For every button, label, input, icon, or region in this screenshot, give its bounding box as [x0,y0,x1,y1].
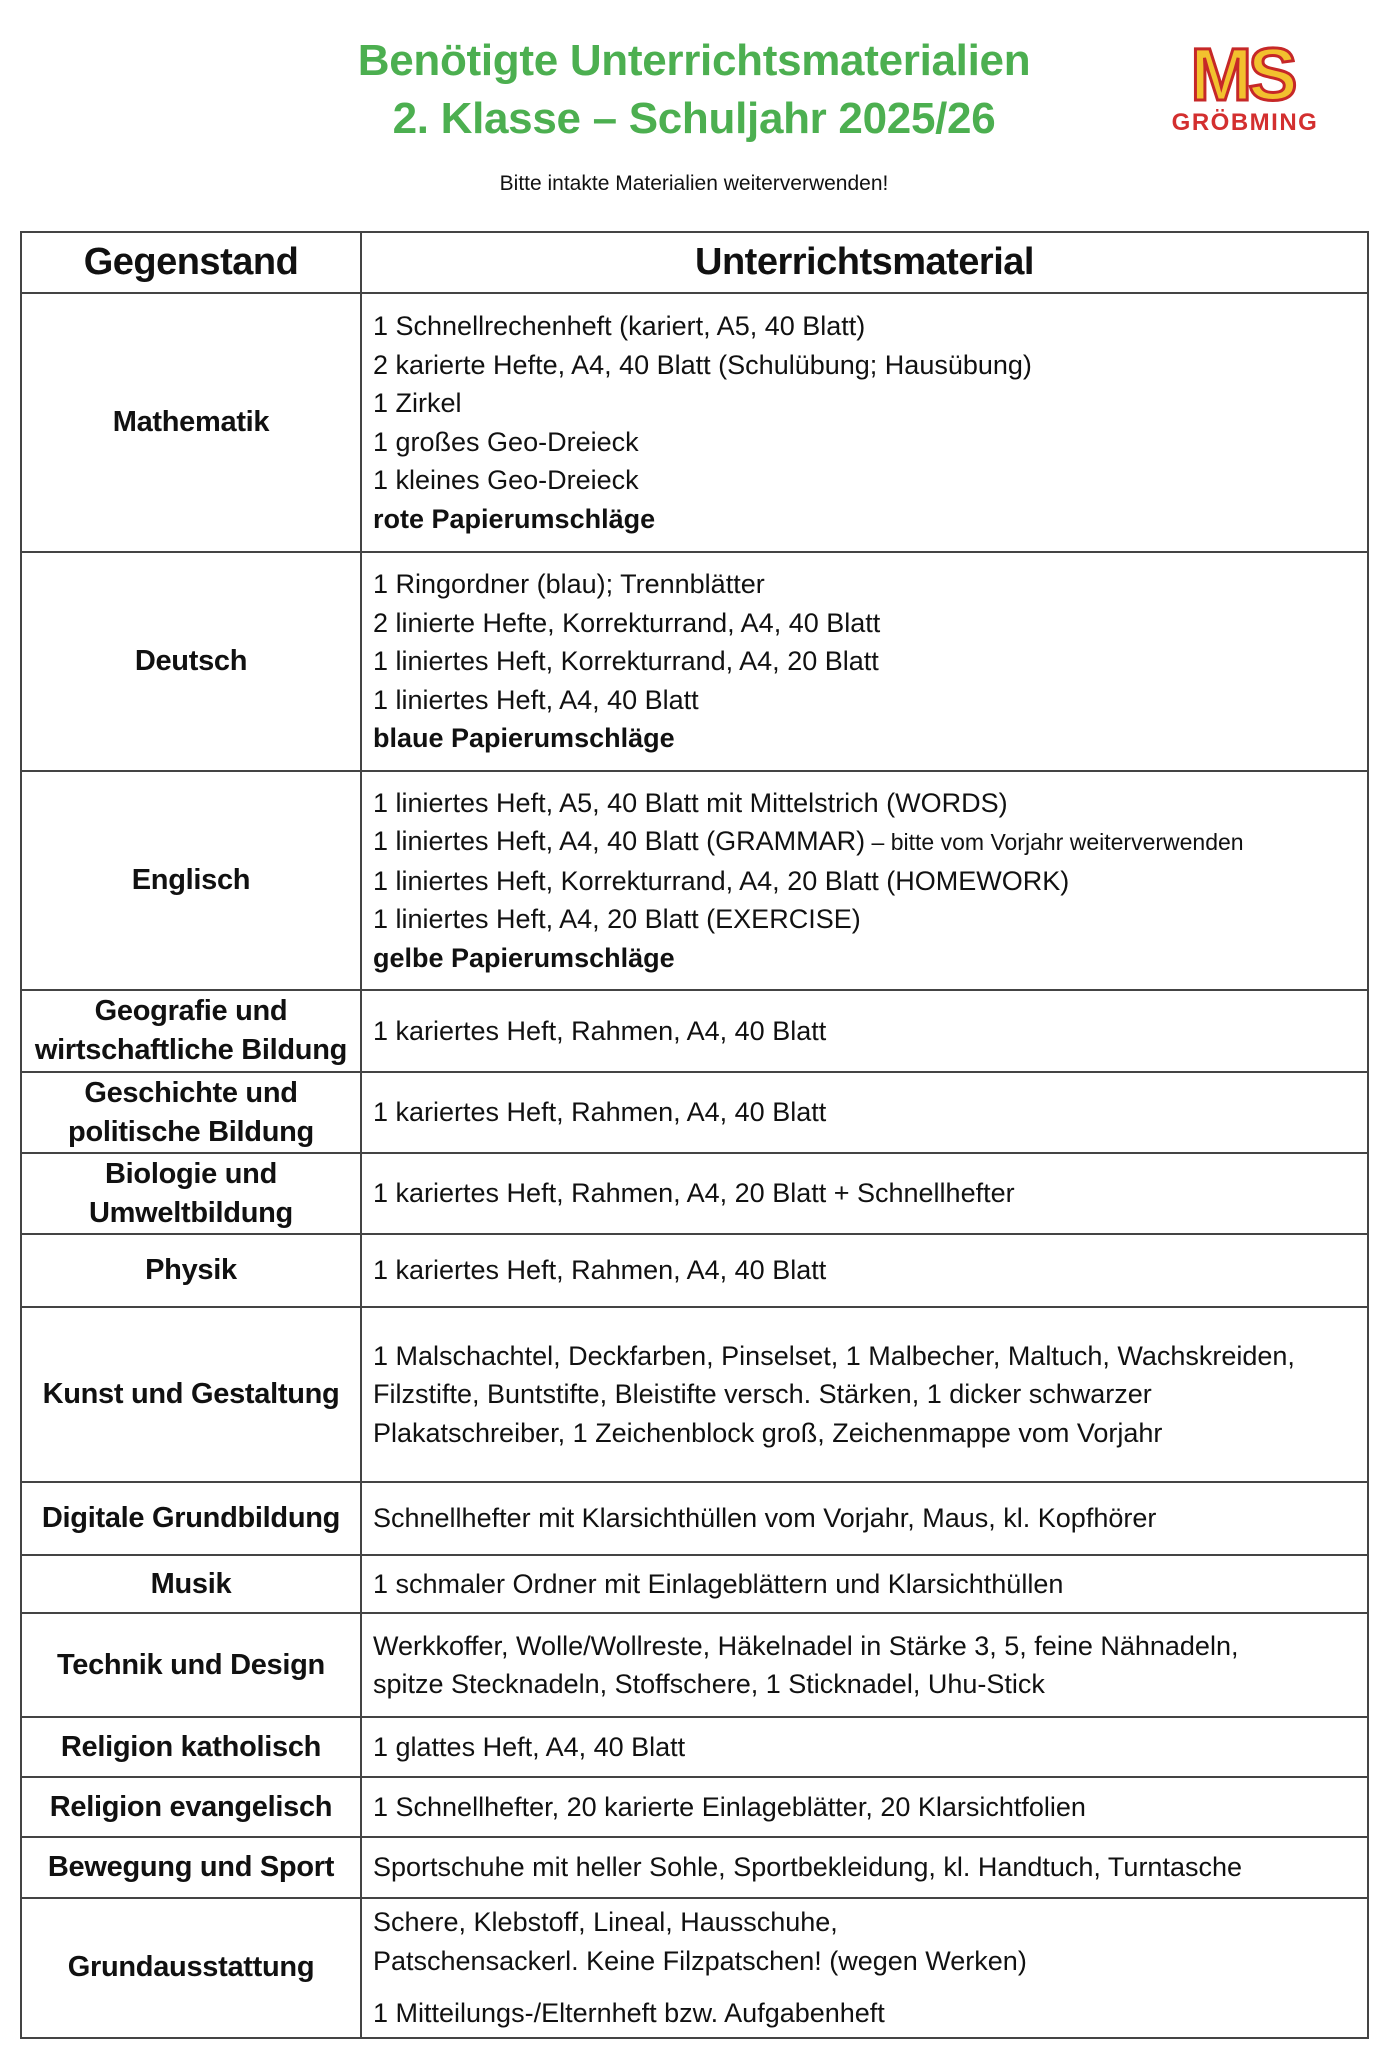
table-header-row [21,232,1368,293]
subject-cell [21,990,361,1072]
subject-cell [21,1153,361,1234]
material-cell: 1 schmaler Ordner mit Einlageblättern und Klarsichthüllen [361,1555,1368,1613]
subject-line: Geografie und [94,995,288,1027]
header-subject: Gegenstand [21,232,361,293]
table-row [21,552,1368,771]
material-cell: Sportschuhe mit heller Sohle, Sportbekleidung, kl. Handtuch, Turntasche [361,1837,1368,1898]
material-line: 1 Malschachtel, Deckfarben, Pinselset, 1 Malbecher, Maltuch, Wachskreiden, [373,1340,1295,1371]
material-line: Schere, Klebstoff, Lineal, Hausschuhe, [373,1907,838,1937]
material-line: 1 kleines Geo-Dreieck [373,465,639,495]
table-row [21,1717,1368,1777]
material-line: 1 liniertes Heft, A4, 20 Blatt (EXERCISE) [373,904,861,935]
material-cell [361,1613,1368,1717]
title-line-1: Benötigte Unterrichtsmaterialien [357,36,1031,85]
material-line: 1 Mitteilungs-/Elternheft bzw. Aufgabenheft [373,1998,885,2028]
material-line: 1 liniertes Heft, Korrekturrand, A4, 20 Blatt (HOMEWORK) [373,865,1070,896]
cover-note: blaue Papierumschläge [373,723,675,754]
cover-note: gelbe Papierumschläge [373,942,675,973]
material-cell [361,293,1368,552]
subject-cell: Bewegung und Sport [21,1837,361,1898]
table-row [21,771,1368,990]
subject-cell: Deutsch [21,552,361,771]
material-cell: 1 kariertes Heft, Rahmen, A4, 20 Blatt + Schnellhefter [361,1153,1368,1234]
table-row [21,1898,1368,2038]
material-cell [361,552,1368,771]
logo-groebming-text: GRÖBMING [1171,109,1319,136]
table-row [21,1777,1368,1837]
material-line: 2 karierte Hefte, A4, 40 Blatt (Schulübung; Hausübung) [373,349,1032,380]
material-cell [361,1307,1368,1482]
material-line: Werkkoffer, Wolle/Wollreste, Häkelnadel in Stärke 3, 5, feine Nähnadeln, [373,1630,1239,1661]
header-material: Unterrichtsmaterial [361,232,1368,293]
logo-ms-text: MS [1190,34,1294,116]
material-line: 1 liniertes Heft, A5, 40 Blatt mit Mittelstrich (WORDS) [373,787,1008,818]
subject-line: wirtschaftliche Bildung [34,1034,348,1066]
material-line [373,822,1357,862]
subject-cell: Religion katholisch [21,1717,361,1777]
reuse-note: – bitte vom Vorjahr weiterverwenden [865,829,1244,856]
material-cell: 1 kariertes Heft, Rahmen, A4, 40 Blatt [361,1234,1368,1307]
title-line-2: 2. Klasse – Schuljahr 2025/26 [392,94,996,143]
table-row [21,1555,1368,1613]
material-cell: Schnellhefter mit Klarsichthüllen vom Vorjahr, Maus, kl. Kopfhörer [361,1482,1368,1555]
material-line: 1 liniertes Heft, A4, 40 Blatt [373,684,699,715]
material-cell [361,1898,1368,2038]
material-cell: 1 kariertes Heft, Rahmen, A4, 40 Blatt [361,1072,1368,1153]
material-line: Filzstifte, Buntstifte, Bleistifte versch. Stärken, 1 dicker schwarzer [373,1379,1152,1410]
subject-line: Umweltbildung [89,1196,293,1229]
table-row [21,293,1368,552]
material-line: 1 liniertes Heft, Korrekturrand, A4, 20 Blatt [373,646,879,677]
subject-cell: Religion evangelisch [21,1777,361,1837]
material-line: spitze Stecknadeln, Stoffschere, 1 Sticknadel, Uhu-Stick [373,1669,1045,1699]
table-row [21,1613,1368,1717]
school-logo [1150,34,1340,138]
material-line: 1 großes Geo-Dreieck [373,426,639,457]
subject-cell: Mathematik [21,293,361,552]
subject-cell: Physik [21,1234,361,1307]
material-line: Patschensackerl. Keine Filzpatschen! (wegen Werken) [373,1945,1027,1976]
subject-cell: Digitale Grundbildung [21,1482,361,1555]
material-cell: 1 Schnellhefter, 20 karierte Einlageblätter, 20 Klarsichtfolien [361,1777,1368,1837]
subject-line: Biologie und [105,1157,277,1190]
subject-cell: Englisch [21,771,361,990]
spacer [373,1980,1357,1994]
subject-cell: Technik und Design [21,1613,361,1717]
subtitle-note: Bitte intakte Materialien weiterverwenden! [499,172,889,195]
subject-cell: Kunst und Gestaltung [21,1307,361,1482]
material-cell: 1 glattes Heft, A4, 40 Blatt [361,1717,1368,1777]
material-line: 1 Ringordner (blau); Trennblätter [373,569,765,600]
table-row [21,1837,1368,1898]
material-line: Plakatschreiber, 1 Zeichenblock groß, Zeichenmappe vom Vorjahr [373,1417,1163,1448]
material-line: 1 Zirkel [373,388,462,418]
subject-cell: Grundausstattung [21,1898,361,2038]
table-row [21,1482,1368,1555]
subject-line: Geschichte und [84,1076,298,1109]
table-row [21,990,1368,1072]
table-row [21,1072,1368,1153]
table-row [21,1153,1368,1234]
subject-cell [21,1072,361,1153]
material-line: 2 linierte Hefte, Korrekturrand, A4, 40 Blatt [373,607,881,638]
material-cell [361,771,1368,990]
cover-note: rote Papierumschläge [373,503,656,534]
subject-cell: Musik [21,1555,361,1613]
table-row [21,1307,1368,1482]
material-line: 1 Schnellrechenheft (kariert, A5, 40 Blatt) [373,311,866,341]
material-cell: 1 kariertes Heft, Rahmen, A4, 40 Blatt [361,990,1368,1072]
materials-table [20,231,1369,2039]
material-line-main: 1 liniertes Heft, A4, 40 Blatt (GRAMMAR) [373,826,866,857]
subject-line: politische Bildung [68,1115,314,1148]
table-row [21,1234,1368,1307]
